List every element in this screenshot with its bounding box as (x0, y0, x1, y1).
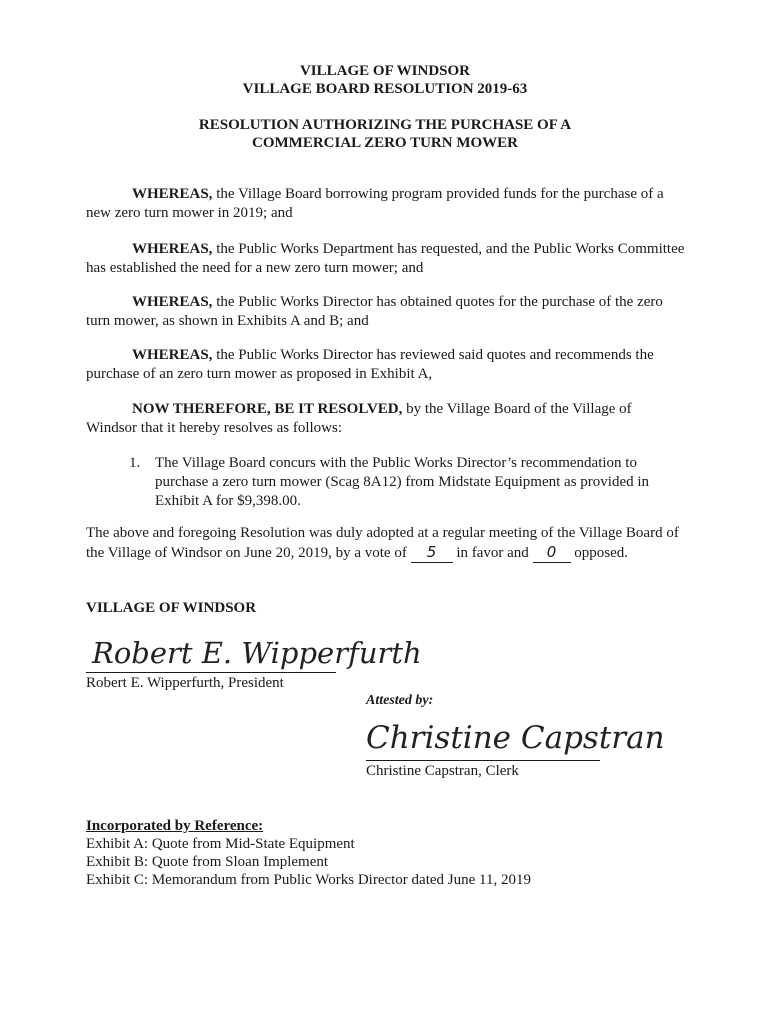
votes-for-field: 5 (411, 543, 453, 563)
whereas-clause-1 (86, 185, 686, 223)
whereas-clause-3 (86, 293, 686, 331)
whereas-lead: WHEREAS, (132, 347, 213, 363)
clerk-signature: Christine Capstran (366, 720, 665, 756)
votes-against-field: 0 (533, 543, 571, 563)
reference-exhibit-c: Exhibit C: Memorandum from Public Works Director dated June 11, 2019 (86, 872, 531, 888)
whereas-lead: WHEREAS, (132, 186, 213, 202)
clerk-name: Christine Capstran, Clerk (366, 763, 519, 779)
adoption-text-3: opposed. (570, 545, 629, 561)
whereas-lead: WHEREAS, (132, 294, 213, 310)
attested-by-label: Attested by: (366, 693, 434, 708)
resolved-lead: NOW THEREFORE, BE IT RESOLVED, (132, 401, 403, 417)
item-number: 1. (129, 455, 141, 471)
item-text: The Village Board concurs with the Public Works Director’s recommendation to purchase a zero turn mower (Scag 8A12) from Midstate Equipment as provided in Exhibit A for $9,398.00. (155, 455, 650, 509)
references-heading: Incorporated by Reference: (86, 818, 264, 834)
adoption-statement (86, 524, 686, 563)
clerk-signature-line (366, 760, 600, 761)
signature-org: VILLAGE OF WINDSOR (86, 600, 257, 616)
president-signature-line (86, 672, 336, 673)
president-signature: Robert E. Wipperfurth (92, 636, 422, 670)
resolution-title-line1: RESOLUTION AUTHORIZING THE PURCHASE OF A (198, 117, 572, 133)
resolution-item-1 (129, 454, 669, 511)
whereas-clause-2 (86, 240, 686, 278)
adoption-text-2: in favor and (452, 545, 533, 561)
whereas-text: the Public Works Director has obtained quotes for the purchase of the zero turn mower, as shown in Exhibits A and B; and (86, 294, 663, 329)
whereas-text: the Public Works Director has reviewed said quotes and recommends the purchase of an zero turn mower as proposed in Exhibit A, (86, 347, 654, 382)
reference-exhibit-b: Exhibit B: Quote from Sloan Implement (86, 854, 329, 870)
whereas-lead: WHEREAS, (132, 241, 213, 257)
whereas-clause-4 (86, 346, 686, 384)
header-resolution-number: VILLAGE BOARD RESOLUTION 2019-63 (242, 81, 528, 97)
resolved-text: by the Village Board of the Village of Windsor that it hereby resolves as follows: (86, 401, 632, 436)
whereas-text: the Public Works Department has requested, and the Public Works Committee has established the need for a new zero turn mower; and (86, 241, 685, 276)
reference-exhibit-a: Exhibit A: Quote from Mid-State Equipment (86, 836, 355, 852)
adoption-text-1: The above and foregoing Resolution was duly adopted at a regular meeting of the Village Board of the Village of Windsor on June 20, 2019, by a vote of (86, 525, 679, 561)
resolved-clause (86, 400, 686, 438)
whereas-text: the Village Board borrowing program provided funds for the purchase of a new zero turn mower in 2019; and (86, 186, 664, 221)
resolution-title-line2: COMMERCIAL ZERO TURN MOWER (252, 135, 518, 151)
president-name: Robert E. Wipperfurth, President (86, 675, 284, 691)
header-village: VILLAGE OF WINDSOR (299, 63, 471, 79)
